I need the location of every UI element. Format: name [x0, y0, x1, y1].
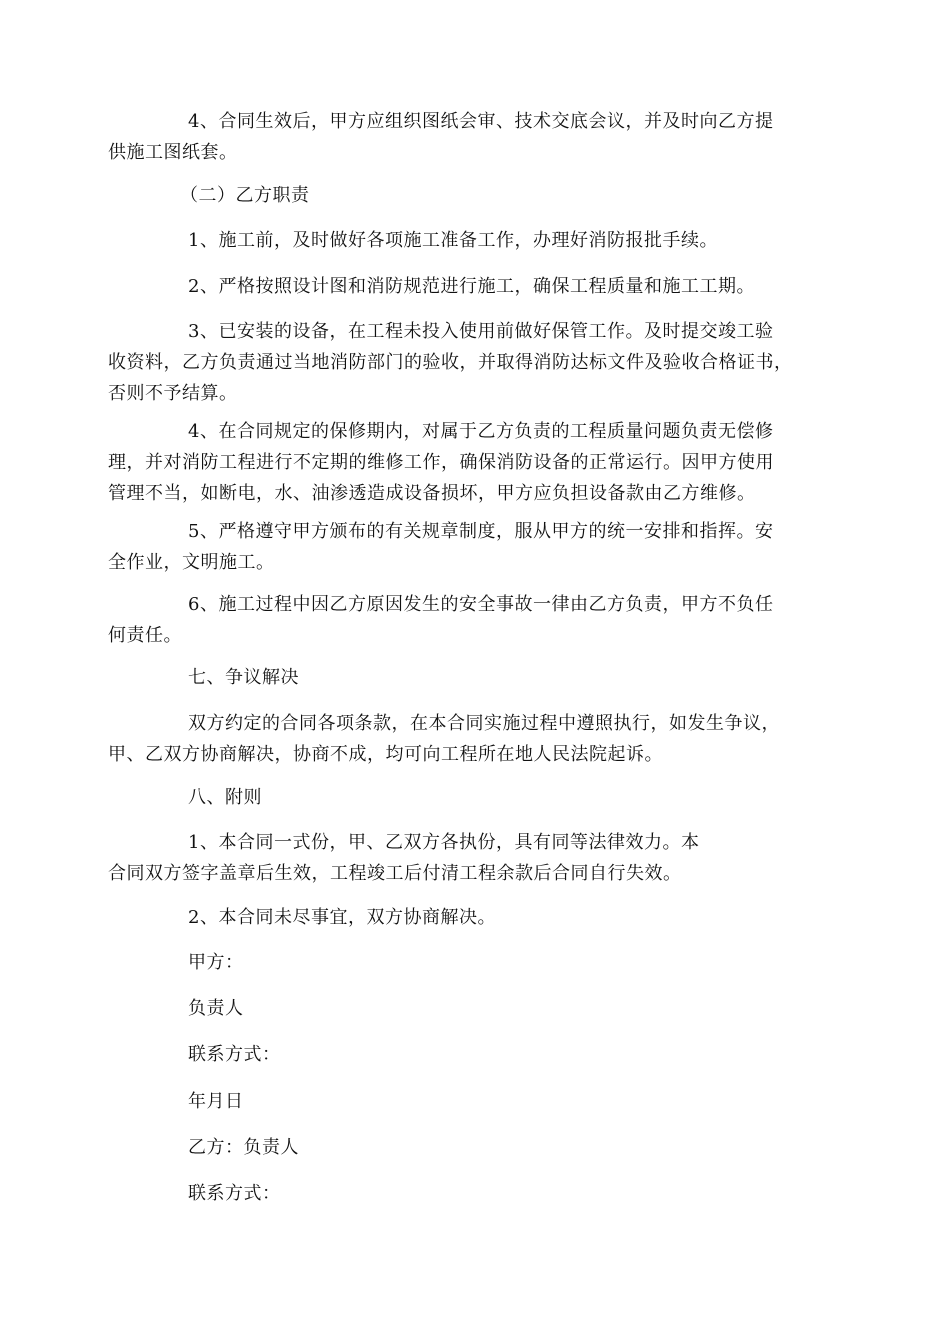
- paragraph-line: 2、严格按照设计图和消防规范进行施工，确保工程质量和施工工期。: [188, 276, 755, 297]
- paragraph-line: 6、施工过程中因乙方原因发生的安全事故一律由乙方负责，甲方不负任: [188, 594, 774, 615]
- paragraph-line: 收资料，乙方负责通过当地消防部门的验收，并取得消防达标文件及验收合格证书，: [108, 352, 793, 373]
- signature-label: 甲方：: [188, 952, 244, 973]
- signature-label: 乙方：负责人: [188, 1137, 299, 1158]
- signature-label: 年月日: [188, 1091, 244, 1112]
- signature-date: [108, 1086, 850, 1117]
- signature-party-b-contact: [108, 1178, 850, 1209]
- paragraph-line: 1、施工前，及时做好各项施工准备工作，办理好消防报批手续。: [188, 230, 718, 251]
- paragraph-line: 合同双方签字盖章后生效，工程竣工后付清工程余款后合同自行失效。: [108, 863, 682, 884]
- paragraph-party-b-1: [108, 225, 850, 256]
- paragraph-appendix-2: [108, 902, 850, 933]
- paragraph-line: 甲、乙双方协商解决，协商不成，均可向工程所在地人民法院起诉。: [108, 744, 663, 765]
- signature-party-a: [108, 947, 850, 978]
- paragraph-line: 4、在合同规定的保修期内，对属于乙方负责的工程质量问题负责无偿修: [188, 421, 774, 442]
- paragraph-party-b-3: [108, 316, 850, 409]
- paragraph-appendix-1: [108, 827, 850, 889]
- paragraph-line: 何责任。: [108, 625, 182, 646]
- paragraph-line: 1、本合同一式份，甲、乙双方各执份，具有同等法律效力。本: [188, 832, 700, 853]
- signature-label: 联系方式：: [188, 1183, 281, 1204]
- paragraph-party-b-5: [108, 516, 850, 578]
- signature-label: 负责人: [188, 998, 244, 1019]
- paragraph-line: 否则不予结算。: [108, 383, 238, 404]
- heading-text: 八、附则: [188, 787, 262, 808]
- section-heading-dispute: [108, 662, 850, 693]
- paragraph-party-b-2: [108, 271, 850, 302]
- paragraph-line: 供施工图纸套。: [108, 142, 238, 163]
- paragraph-line: 管理不当，如断电，水、油渗透造成设备损坏，甲方应负担设备款由乙方维修。: [108, 483, 756, 504]
- paragraph-party-b-4: [108, 416, 850, 509]
- paragraph-line: 全作业，文明施工。: [108, 552, 275, 573]
- signature-party-b: [108, 1132, 850, 1163]
- paragraph-party-b-6: [108, 589, 850, 651]
- section-heading-appendix: [108, 782, 850, 813]
- paragraph-dispute-body: [108, 708, 850, 770]
- heading-text: 七、争议解决: [188, 667, 299, 688]
- signature-party-a-contact: [108, 1039, 850, 1070]
- paragraph-line: 双方约定的合同各项条款，在本合同实施过程中遵照执行，如发生争议，: [188, 713, 780, 734]
- paragraph-line: 2、本合同未尽事宜，双方协商解决。: [188, 907, 496, 928]
- heading-text: （二）乙方职责: [180, 185, 310, 206]
- paragraph-line: 3、已安装的设备，在工程未投入使用前做好保管工作。及时提交竣工验: [188, 321, 774, 342]
- signature-label: 联系方式：: [188, 1044, 281, 1065]
- signature-party-a-person: [108, 993, 850, 1024]
- paragraph-line: 理，并对消防工程进行不定期的维修工作，确保消防设备的正常运行。因甲方使用: [108, 452, 774, 473]
- paragraph-line: 5、严格遵守甲方颁布的有关规章制度，服从甲方的统一安排和指挥。安: [188, 521, 774, 542]
- section-heading-party-b: [108, 180, 850, 211]
- paragraph-party-a-4: [108, 106, 850, 168]
- paragraph-line: 4、合同生效后，甲方应组织图纸会审、技术交底会议，并及时向乙方提: [188, 111, 774, 132]
